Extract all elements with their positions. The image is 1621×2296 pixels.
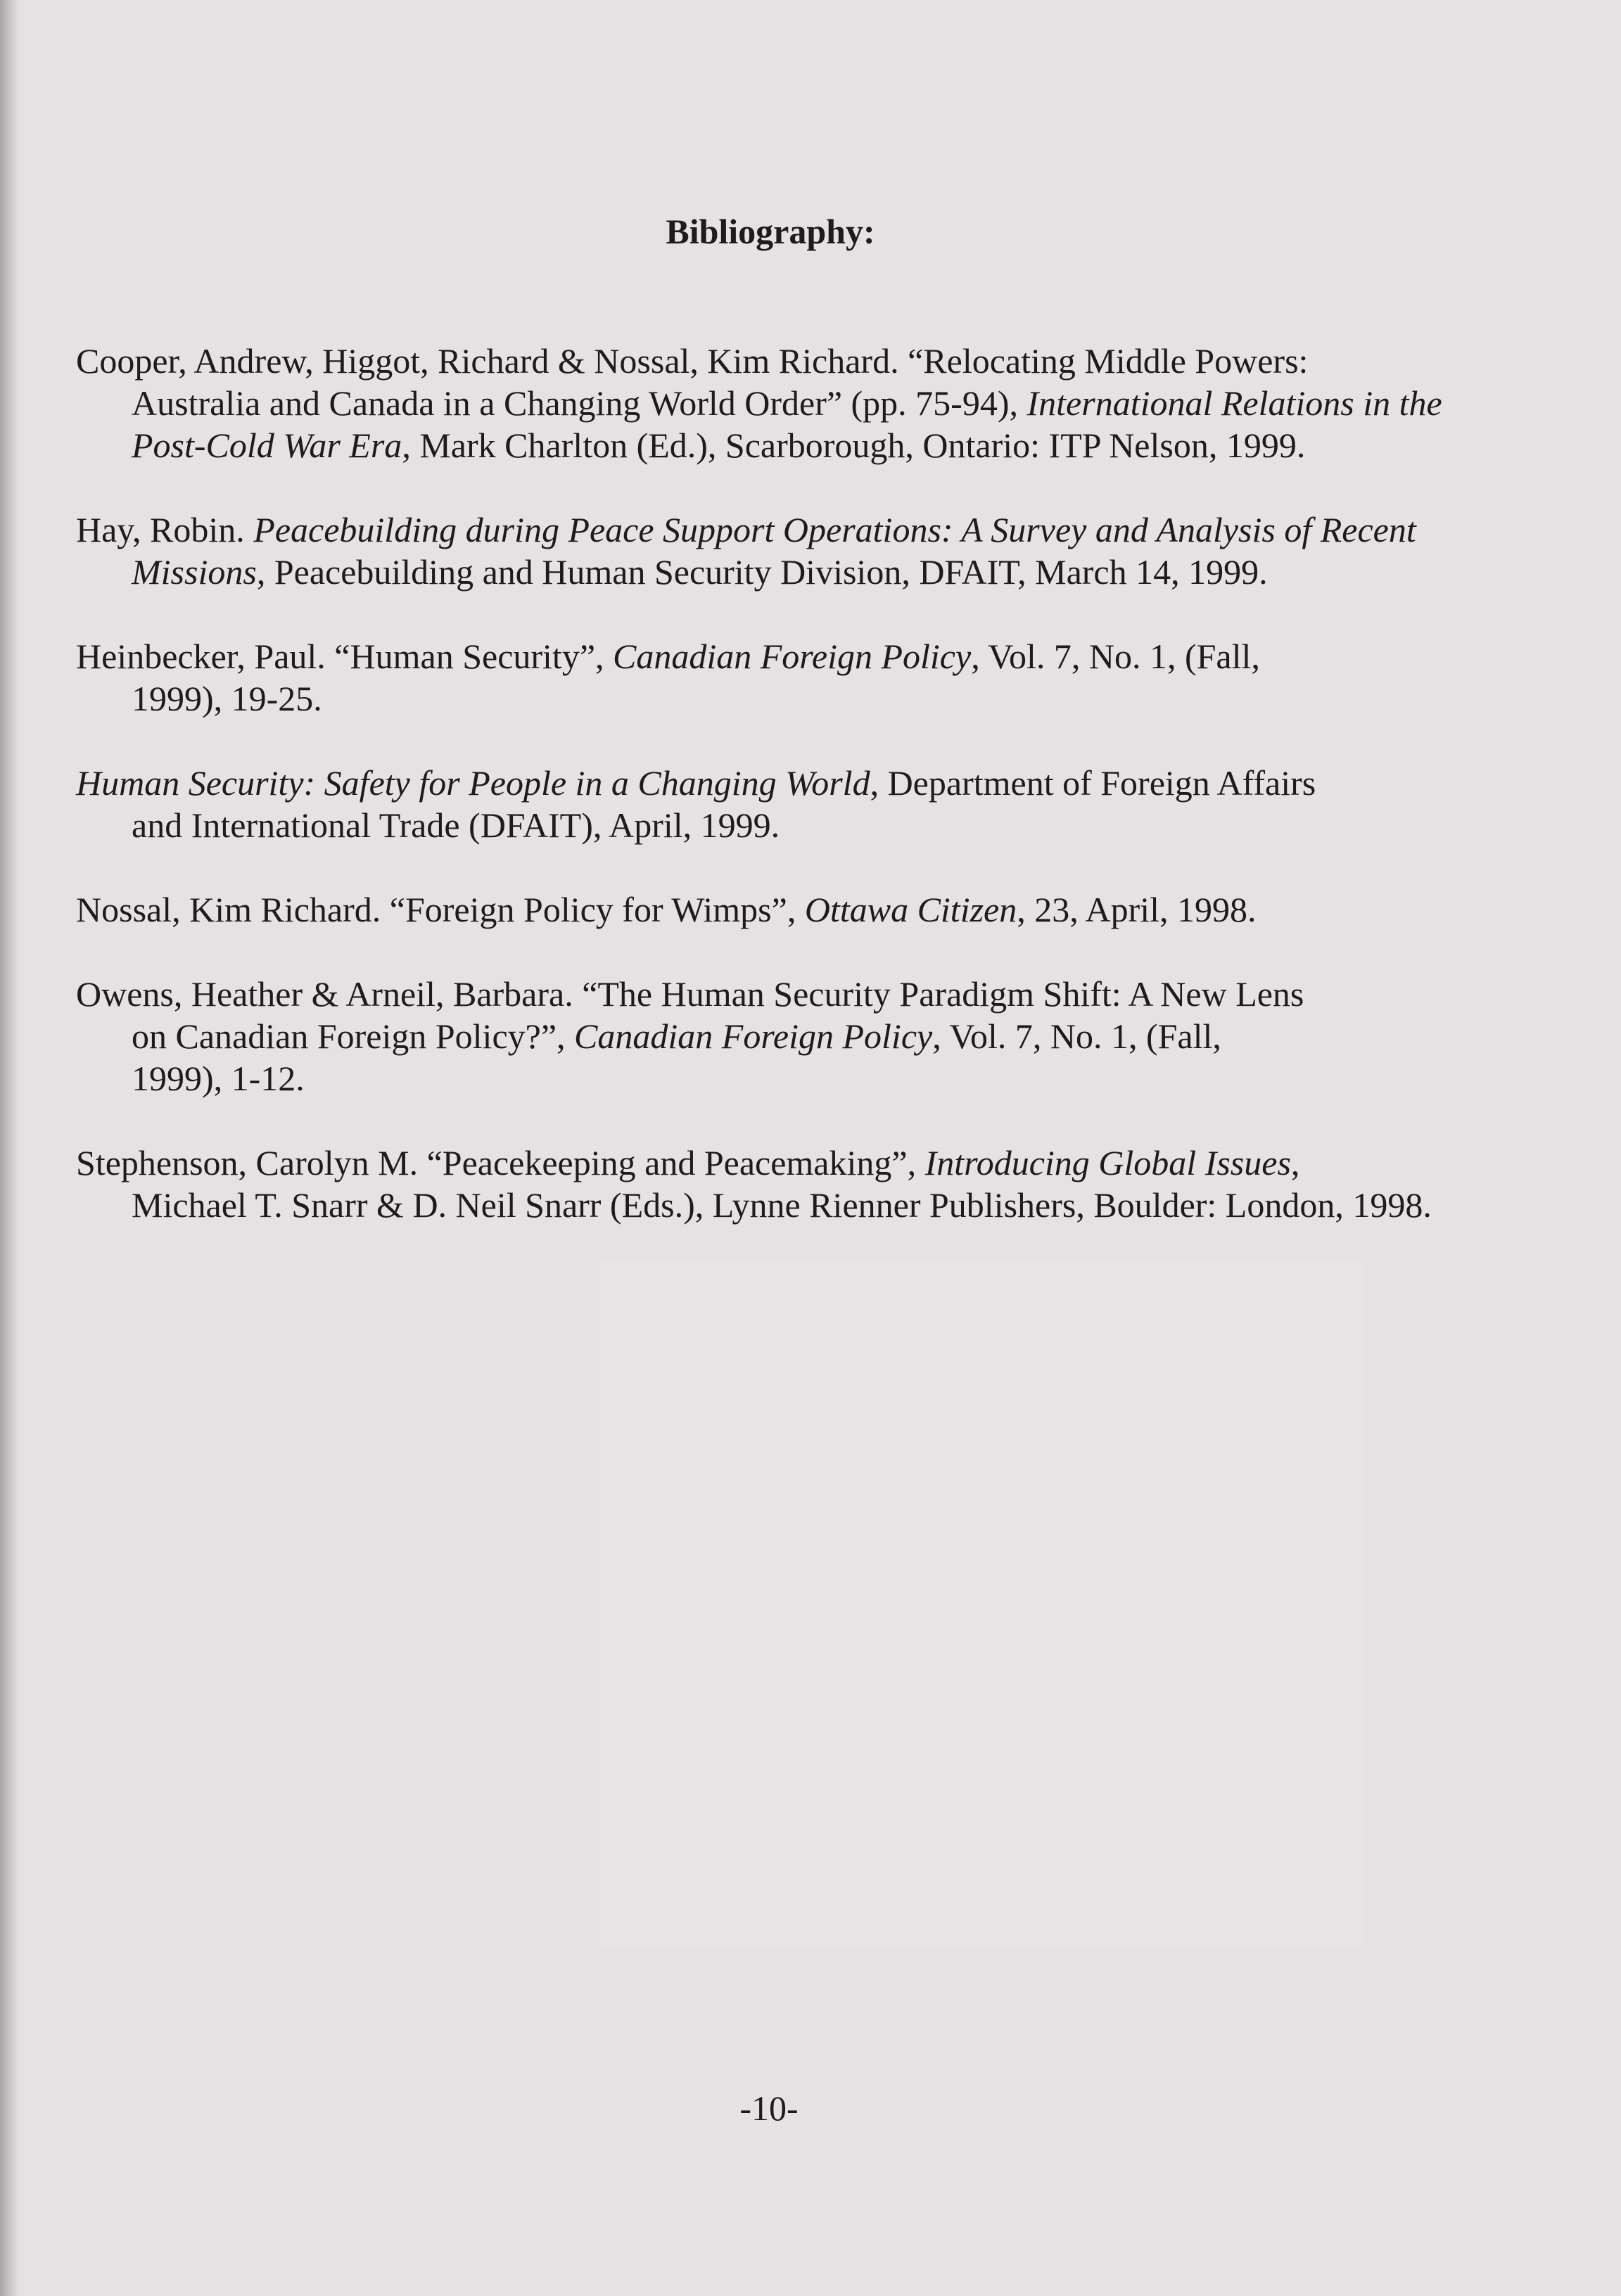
entry-italic-title: Missions — [132, 552, 257, 592]
entry-text: , — [1290, 1143, 1300, 1182]
entry-line — [76, 973, 1589, 1015]
entry-line — [76, 1015, 1589, 1057]
entry-italic-title: Canadian Foreign Policy — [574, 1016, 933, 1056]
entry-italic-title: International Relations in the — [1026, 383, 1442, 423]
entry-italic-title: Canadian Foreign Policy — [613, 637, 972, 676]
entry-text: 1999), 19-25. — [132, 679, 322, 718]
entry-line — [76, 762, 1589, 804]
bibliography-entry-cooper — [76, 340, 1589, 466]
entry-line — [76, 804, 1589, 846]
entry-text: , Peacebuilding and Human Security Division, DFAIT, March 14, 1999. — [256, 552, 1268, 592]
bibliography-entry-owens — [76, 973, 1589, 1099]
entry-text: on Canadian Foreign Policy?”, — [132, 1016, 575, 1056]
entry-text: Australia and Canada in a Changing World Order” (pp. 75-94), — [132, 383, 1027, 423]
entry-line — [76, 888, 1589, 931]
bibliography-entry-heinbecker — [76, 635, 1589, 720]
page-title: Bibliography: — [666, 212, 875, 251]
scan-background-patch — [600, 1259, 1362, 1949]
page-number: -10- — [739, 2088, 799, 2128]
entry-italic-title: Post-Cold War Era — [132, 426, 402, 465]
entry-line — [76, 509, 1589, 551]
entry-text: Nossal, Kim Richard. “Foreign Policy for Wimps”, — [76, 890, 805, 929]
entry-text: Owens, Heather & Arneil, Barbara. “The Human Security Paradigm Shift: A New Lens — [76, 974, 1304, 1014]
entry-text: , 23, April, 1998. — [1017, 890, 1257, 929]
bibliography-entry-human-security — [76, 762, 1589, 846]
entry-text: , Mark Charlton (Ed.), Scarborough, Ontario: ITP Nelson, 1999. — [402, 426, 1306, 465]
entry-text: , Vol. 7, No. 1, (Fall, — [971, 637, 1260, 676]
entry-line — [76, 1057, 1589, 1099]
entry-line — [76, 382, 1589, 424]
entry-line — [76, 424, 1589, 466]
entry-line — [76, 635, 1589, 677]
bibliography-entry-hay — [76, 509, 1589, 593]
entry-text: and International Trade (DFAIT), April, 1999. — [132, 805, 780, 845]
bibliography-entry-nossal — [76, 888, 1589, 931]
entry-text: Cooper, Andrew, Higgot, Richard & Nossal, Kim Richard. “Relocating Middle Powers: — [76, 341, 1309, 381]
entry-italic-title: Introducing Global Issues — [924, 1143, 1291, 1182]
entry-italic-title: Human Security: Safety for People in a Changing World — [76, 763, 870, 803]
entry-text: Michael T. Snarr & D. Neil Snarr (Eds.), Lynne Rienner Publishers, Boulder: London, 1998. — [132, 1185, 1432, 1225]
entry-line — [76, 1142, 1589, 1184]
entry-italic-title: Ottawa Citizen — [804, 890, 1017, 929]
entry-line — [76, 1184, 1589, 1226]
entry-text: 1999), 1-12. — [132, 1059, 305, 1098]
bibliography-list — [76, 340, 1589, 1268]
entry-text: Heinbecker, Paul. “Human Security”, — [76, 637, 614, 676]
entry-line — [76, 551, 1589, 593]
entry-text: , Vol. 7, No. 1, (Fall, — [932, 1016, 1221, 1056]
entry-line — [76, 340, 1589, 382]
entry-text: , Department of Foreign Affairs — [870, 763, 1316, 803]
entry-italic-title: Peacebuilding during Peace Support Operations: A Survey and Analysis of Recent — [253, 510, 1416, 549]
entry-line — [76, 677, 1589, 720]
binding-shadow — [0, 0, 20, 2296]
bibliography-entry-stephenson — [76, 1142, 1589, 1226]
entry-text: Hay, Robin. — [76, 510, 254, 549]
entry-text: Stephenson, Carolyn M. “Peacekeeping and Peacemaking”, — [76, 1143, 925, 1182]
